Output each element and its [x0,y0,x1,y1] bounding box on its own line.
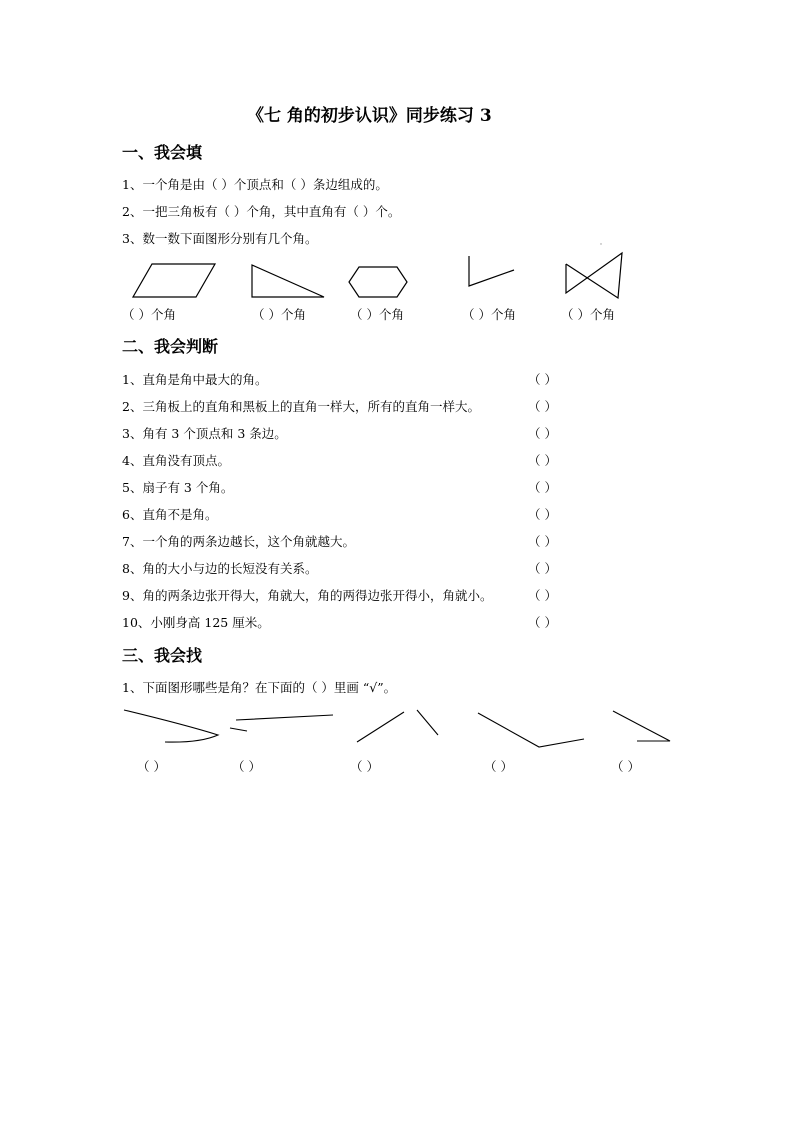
judge-answer-9: （ ） [528,588,557,603]
find-answer-1: （ ） [137,759,166,774]
find-answer-3: （ ） [350,759,379,774]
judge-question-8: 8、角的大小与边的长短没有关系。 [122,561,318,576]
judge-answer-6: （ ） [528,507,557,522]
shape-caption-1: （ ）个角 [122,307,176,322]
find-answer-2: （ ） [232,759,261,774]
v-shape-figure [478,713,584,747]
judge-answer-3: （ ） [528,426,557,441]
find-question-1: 1、下面图形哪些是角？在下面的（ ）里画 “√”。 [122,680,397,695]
judge-question-4: 4、直角没有顶点。 [122,453,230,468]
judge-answer-8: （ ） [528,561,557,576]
judge-question-7: 7、一个角的两条边越长，这个角就越大。 [122,534,355,549]
shape-caption-2: （ ）个角 [252,307,306,322]
judge-question-5: 5、扇子有 3 个角。 [122,480,234,495]
judge-answer-10: （ ） [528,615,557,630]
judge-answer-5: （ ） [528,480,557,495]
section1-heading: 一、我会填 [122,143,203,162]
judge-question-10: 10、小刚身高 125 厘米。 [122,615,270,630]
section2-heading: 二、我会判断 [122,337,219,356]
separated-lines-figure [357,710,438,742]
curved-angle-figure [124,710,218,742]
judge-question-1: 1、直角是角中最大的角。 [122,372,268,387]
find-answer-4: （ ） [484,759,513,774]
find-answer-5: （ ） [611,759,640,774]
judge-question-2: 2、三角板上的直角和黑板上的直角一样大，所有的直角一样大。 [122,399,480,414]
shape-caption-4: （ ）个角 [462,307,516,322]
judge-answer-2: （ ） [528,399,557,414]
acute-angle-figure [613,711,670,741]
judge-answer-7: （ ） [528,534,557,549]
fill-question-1: 1、一个角是由（ ）个顶点和（ ）条边组成的。 [122,177,388,192]
judge-answer-4: （ ） [528,453,557,468]
section3-heading: 三、我会找 [122,646,203,665]
judge-answer-1: （ ） [528,372,557,387]
judge-question-3: 3、角有 3 个顶点和 3 条边。 [122,426,287,441]
judge-question-9: 9、角的两条边张开得大，角就大，角的两得边张开得小，角就小。 [122,588,493,603]
shape-caption-3: （ ）个角 [350,307,404,322]
fill-question-2: 2、一把三角板有（ ）个角，其中直角有（ ）个。 [122,204,401,219]
fill-question-3: 3、数一数下面图形分别有几个角。 [122,231,318,246]
shape-caption-5: （ ）个角 [561,307,615,322]
page-title: 《七 角的初步认识》同步练习 3 [247,106,492,126]
open-lines-figure [230,715,333,731]
judge-question-6: 6、直角不是角。 [122,507,218,522]
